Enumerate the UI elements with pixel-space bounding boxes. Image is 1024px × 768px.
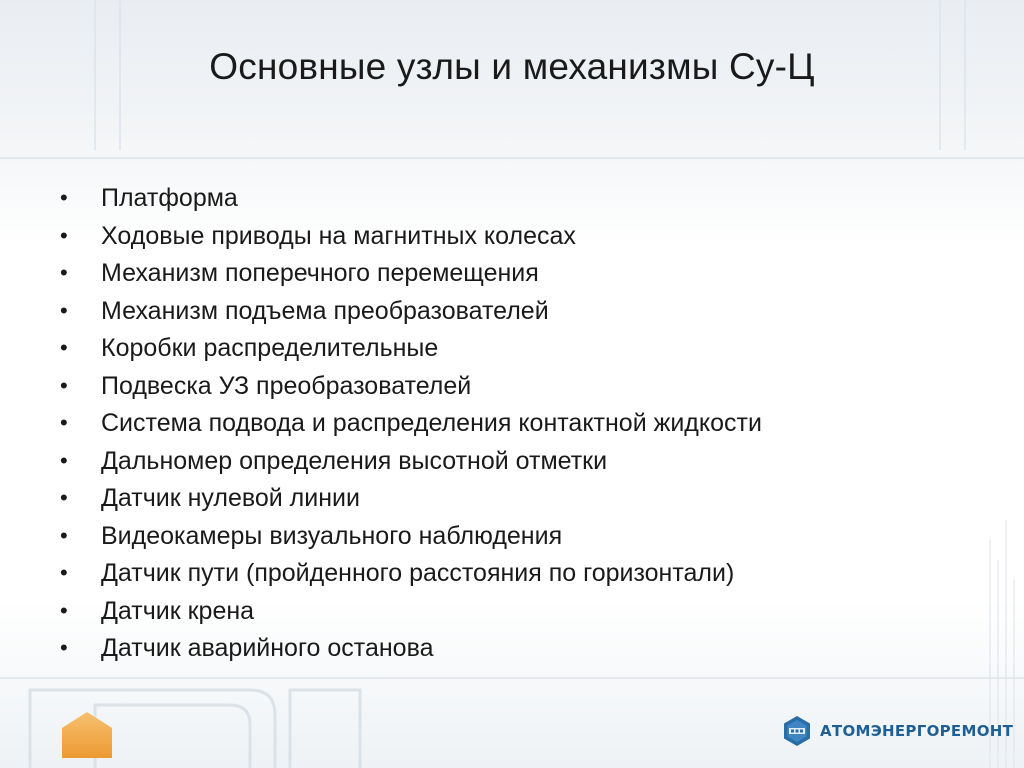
list-item bbox=[58, 631, 762, 669]
bullet-icon: • bbox=[60, 297, 68, 323]
bullet-icon: • bbox=[60, 260, 68, 285]
list-item-text: Датчик пути (пройденного расстояния по горизонтали) bbox=[101, 559, 735, 587]
list-item bbox=[58, 519, 762, 557]
slide-title: Основные узлы и механизмы Су-Ц bbox=[209, 46, 815, 87]
company-emblem-icon bbox=[781, 715, 813, 747]
list-item bbox=[58, 406, 762, 444]
list-item-text: Система подвода и распределения контактной жидкости bbox=[101, 409, 762, 437]
bullet-icon: • bbox=[60, 560, 68, 585]
list-item-text: Дальномер определения высотной отметки bbox=[101, 446, 608, 475]
bullet-icon: • bbox=[60, 597, 68, 623]
company-logo bbox=[781, 715, 1013, 747]
company-name: АТОМЭНЕРГОРЕМОНТ bbox=[820, 722, 1014, 740]
list-item-text: Видеокамеры визуального наблюдения bbox=[101, 521, 563, 550]
bullet-icon: • bbox=[60, 447, 68, 473]
bullet-list bbox=[58, 181, 762, 669]
bullet-icon: • bbox=[60, 372, 68, 398]
list-item bbox=[58, 369, 762, 407]
bullet-icon: • bbox=[60, 522, 68, 548]
list-item-text: Механизм поперечного перемещения bbox=[101, 259, 539, 287]
list-item bbox=[58, 331, 762, 369]
bullet-icon: • bbox=[60, 485, 68, 510]
list-item bbox=[58, 256, 762, 294]
list-item bbox=[58, 294, 762, 332]
bullet-icon: • bbox=[60, 185, 68, 210]
list-item-text: Подвеска УЗ преобразователей bbox=[101, 371, 472, 400]
list-item bbox=[58, 556, 762, 594]
list-item bbox=[58, 594, 762, 632]
house-shape-icon bbox=[62, 712, 112, 758]
list-item bbox=[58, 181, 762, 219]
list-item bbox=[58, 481, 762, 519]
list-item-text: Датчик аварийного останова bbox=[101, 634, 434, 662]
bullet-icon: • bbox=[60, 335, 68, 360]
list-item-text: Механизм подъема преобразователей bbox=[101, 296, 549, 325]
list-item bbox=[58, 444, 762, 482]
list-item-text: Ходовые приводы на магнитных колесах bbox=[101, 221, 576, 250]
list-item bbox=[58, 219, 762, 257]
list-item-text: Датчик нулевой линии bbox=[101, 484, 360, 512]
list-item-text: Коробки распределительные bbox=[101, 334, 439, 362]
bullet-icon: • bbox=[60, 410, 68, 435]
bullet-icon: • bbox=[60, 222, 68, 248]
bullet-icon: • bbox=[60, 635, 68, 660]
list-item-text: Платформа bbox=[101, 184, 238, 212]
list-item-text: Датчик крена bbox=[101, 596, 255, 625]
